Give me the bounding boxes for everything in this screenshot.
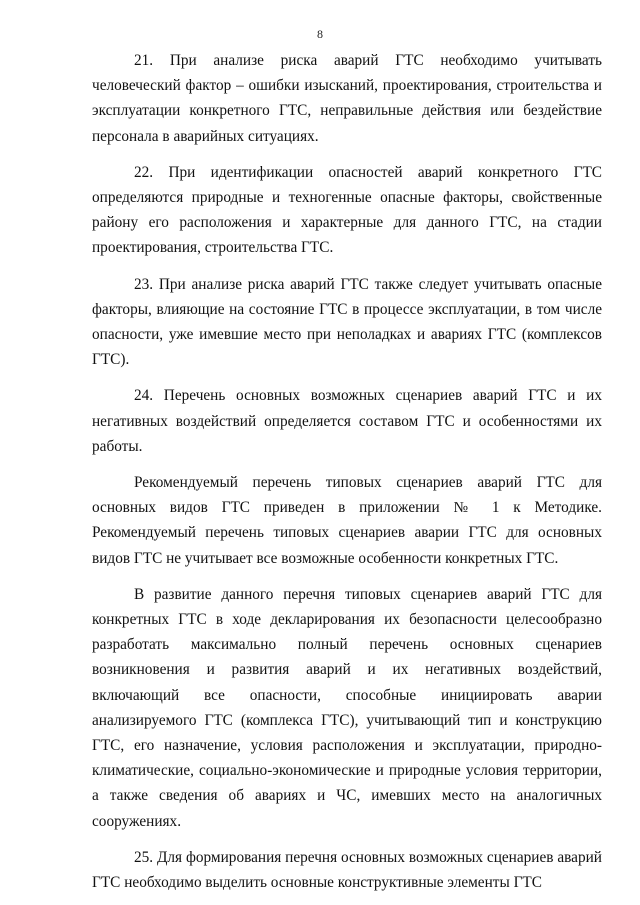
paragraph-list-development: В развитие данного перечня типовых сценариев аварий ГТС для конкретных ГТС в ходе декларирования их безопасности целесообразно разработать максимально полный перечень основных сценариев возникновения и развития аварий и их негативных воздействий, включающий все опасности, способные инициировать аварии анализируемого ГТС (комплекса ГТС), учитывающий тип и конструкцию ГТС, его назначение, условия расположения и эксплуатации, природно-климатические, социально-экономические и природные условия территории, а также сведения об авариях и ЧС, имевших место на аналогичных сооружениях. [92, 585, 602, 830]
paragraph-recommended-list: Рекомендуемый перечень типовых сценариев аварий ГТС для основных видов ГТС приведен в приложении № 1 к Методике. Рекомендуемый перечень типовых сценариев аварии ГТС для основных видов ГТС не учитывает все возможные особенности конкретных ГТС. [92, 474, 602, 567]
paragraph-21: 21. При анализе риска аварий ГТС необходимо учитывать человеческий фактор – ошибки изысканий, проектирования, строительства и эксплуатации конкретного ГТС, неправильные действия или бездействие персонала в аварийных ситуациях. [92, 52, 602, 145]
paragraph-25: 25. Для формирования перечня основных возможных сценариев аварий ГТС необходимо выделить основные конструктивные элементы ГТС [92, 848, 602, 892]
paragraph-23: 23. При анализе риска аварий ГТС также следует учитывать опасные факторы, влияющие на состояние ГТС в процессе эксплуатации, в том числе опасности, уже имевшие место при неполадках и авариях ГТС (комплексов ГТС). [92, 275, 602, 369]
page-number: 8 [317, 27, 323, 41]
paragraph-22: 22. При идентификации опасностей аварий конкретного ГТС определяются природные и техногенные опасные факторы, свойственные району его расположения и характерные для данного ГТС, на стадии проектирования, строительства ГТС. [92, 163, 602, 257]
paragraph-24: 24. Перечень основных возможных сценариев аварий ГТС и их негативных воздействий определяется составом ГТС и особенностями их работы. [92, 387, 602, 455]
body-text [92, 48, 602, 895]
